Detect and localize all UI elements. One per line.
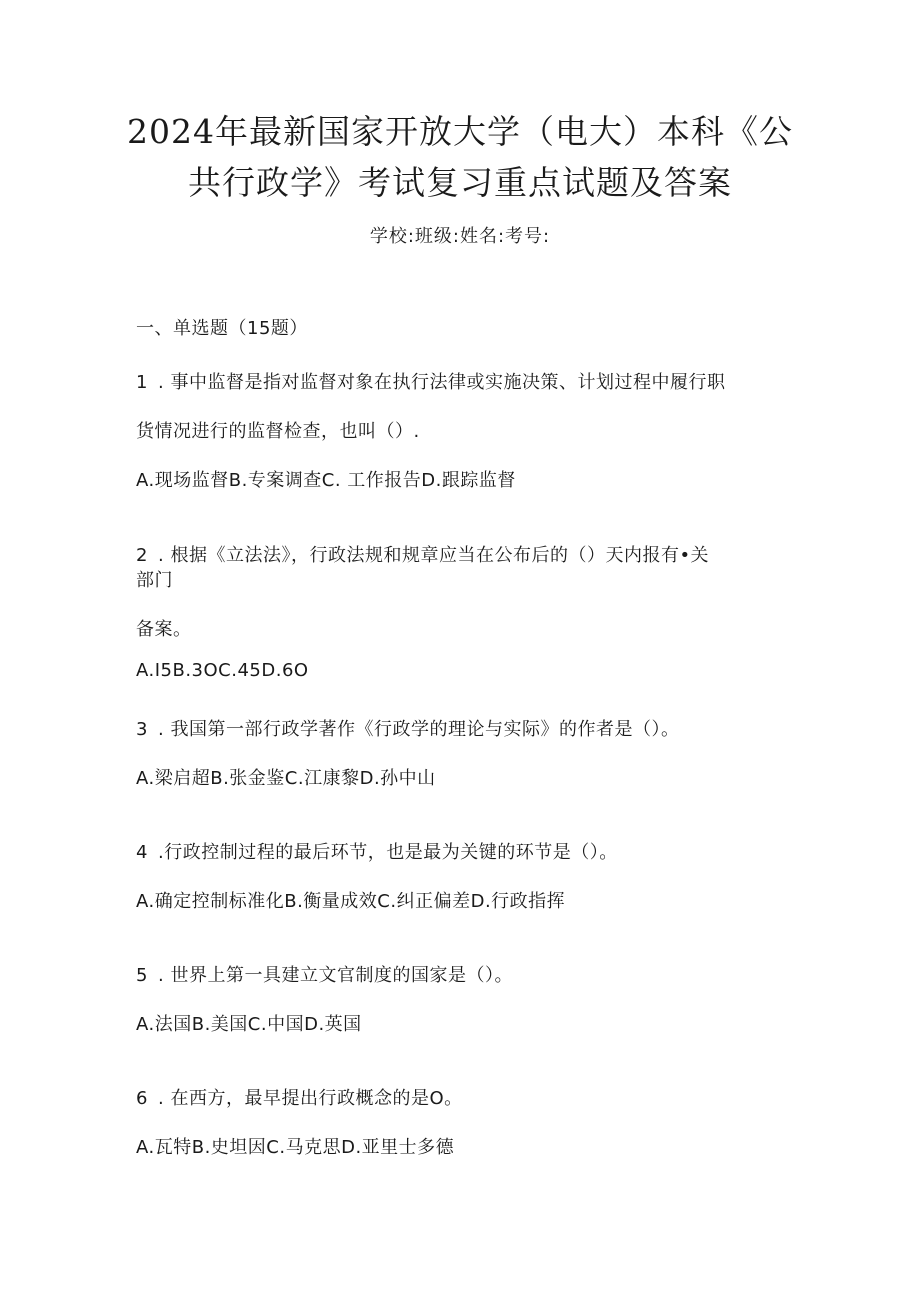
question-1-options: A.现场监督B.专案调查C. 工作报告D.跟踪监督	[136, 470, 516, 491]
question-number: 2	[136, 545, 148, 566]
question-number: 5	[136, 965, 148, 986]
question-1-text-cont: 货情况进行的监督检查，也叫（）.	[136, 421, 420, 442]
question-3-text	[136, 719, 679, 741]
question-stem: . 根据《立法法》，行政法规和规章应当在公布后的（）天内报有•关	[158, 545, 710, 566]
question-1-text	[136, 372, 725, 394]
question-number: 3	[136, 719, 148, 740]
question-6-text	[136, 1088, 463, 1110]
question-4-text	[136, 842, 618, 864]
question-number: 1	[136, 372, 148, 393]
question-2-text-cont-2: 备案。	[136, 619, 192, 640]
question-5-text	[136, 965, 513, 987]
document-title-line-1: 2024年最新国家开放大学（电大）本科《公	[127, 112, 793, 151]
question-4-options: A.确定控制标准化B.衡量成效C.纠正偏差D.行政指挥	[136, 891, 566, 912]
student-info-line: 学校:班级:姓名:考号:	[369, 226, 551, 247]
question-stem: . 在西方，最早提出行政概念的是O。	[158, 1088, 463, 1109]
question-6-options: A.瓦特B.史坦因C.马克思D.亚里士多德	[136, 1137, 455, 1158]
question-stem: . 世界上第一具建立文官制度的国家是（）。	[158, 965, 513, 986]
question-stem: . 事中监督是指对监督对象在执行法律或实施决策、计划过程中履行职	[158, 372, 726, 393]
document-title-line-2: 共行政学》考试复习重点试题及答案	[188, 163, 732, 202]
question-2-options: A.I5B.3OC.45D.6O	[136, 660, 309, 681]
question-3-options: A.梁启超B.张金鉴C.江康黎D.孙中山	[136, 768, 436, 789]
question-2-text-cont: 部门	[136, 570, 173, 591]
question-number: 4	[136, 842, 148, 863]
question-number: 6	[136, 1088, 148, 1109]
question-2-text	[136, 545, 709, 567]
question-stem: .行政控制过程的最后环节，也是最为关键的环节是（）。	[158, 842, 618, 863]
question-stem: . 我国第一部行政学著作《行政学的理论与实际》的作者是（）。	[158, 719, 680, 740]
section-heading: 一、单选题（15题）	[136, 318, 308, 339]
question-5-options: A.法国B.美国C.中国D.英国	[136, 1014, 362, 1035]
